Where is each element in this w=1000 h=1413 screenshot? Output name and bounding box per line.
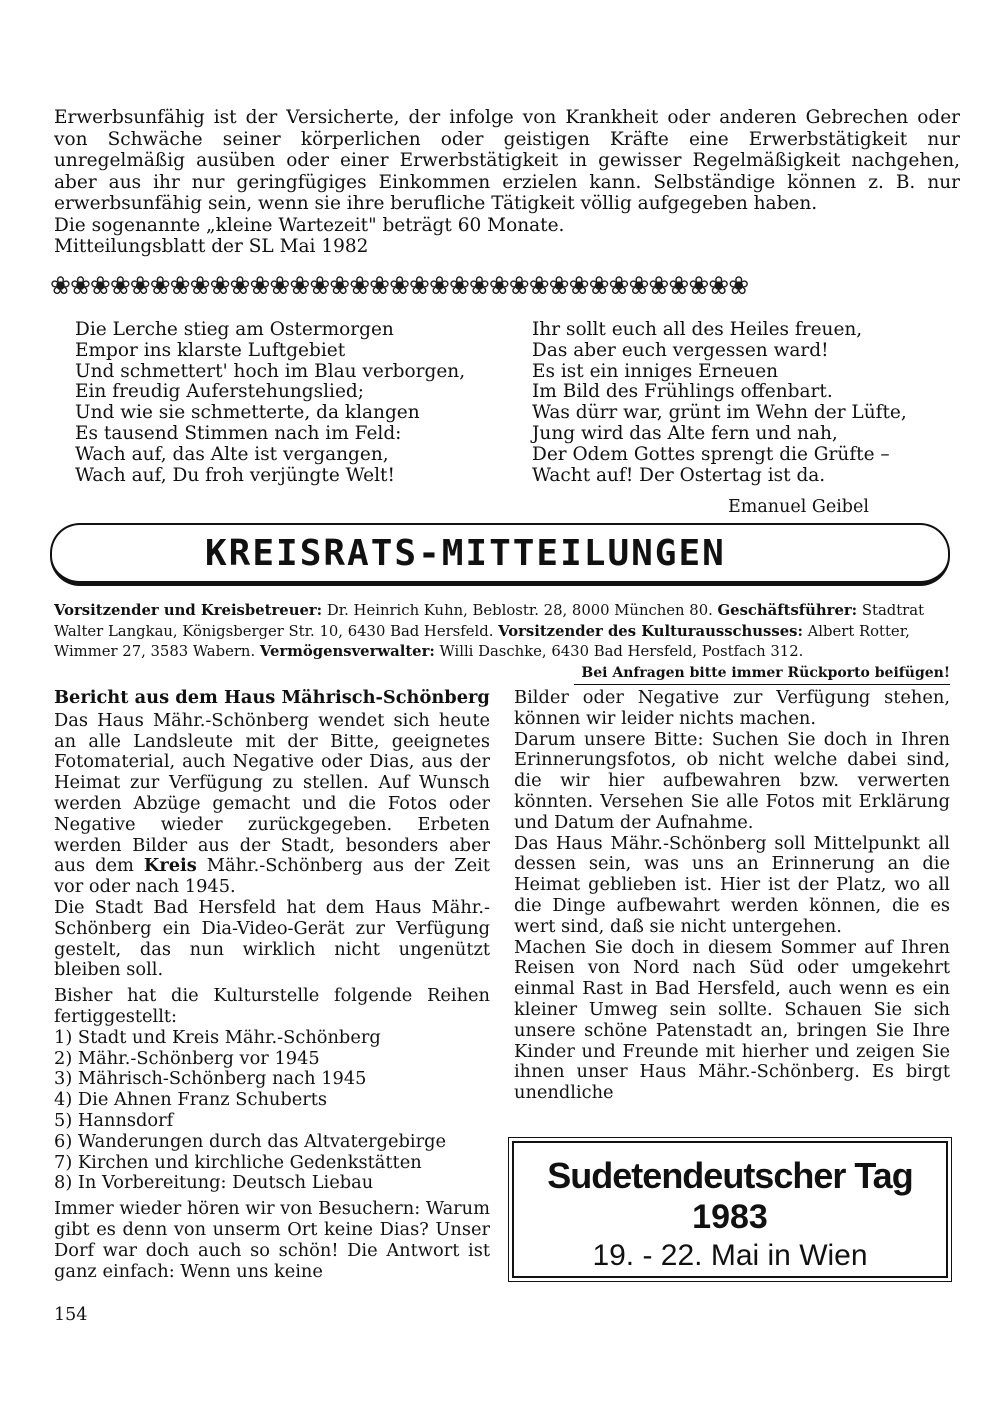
event-title: Sudetendeutscher Tag <box>547 1155 913 1196</box>
officers-block <box>54 601 950 685</box>
poem-line: Es ist ein inniges Erneuen <box>532 360 779 382</box>
poem-line: Im Bild des Frühlings offenbart. <box>532 381 833 403</box>
list-item: 7) Kirchen und kirchliche Gedenkstätten <box>54 1151 422 1173</box>
poem-line: Empor ins klarste Luftgebiet <box>75 339 346 361</box>
article-paragraph: Die Stadt Bad Hersfeld hat dem Haus Mähr.-Schönberg ein Dia-Video-Gerät zur Verfügung gestelt, das nun wirklich nicht ungenützt bleiben soll. <box>54 896 490 981</box>
flower-ornament-divider: ❀❀❀❀❀❀❀❀❀❀❀❀❀❀❀❀❀❀❀❀❀❀❀❀❀❀❀❀❀❀❀❀❀❀❀ <box>50 271 749 300</box>
source-line: Mitteilungsblatt der SL Mai 1982 <box>54 236 369 257</box>
article-heading: Bericht aus dem Haus Mährisch-Schönberg <box>54 687 490 708</box>
list-item: 2) Mähr.-Schönberg vor 1945 <box>54 1047 320 1069</box>
article-paragraph: Machen Sie doch in diesem Sommer auf Ihren Reisen von Nord nach Süd oder umgekehrt einmal Rast in Bad Hersfeld, auch wenn es ein kleiner Umweg sein sollte. Schauen Sie sich unsere schöne Patenstadt an, bringen Sie Ihre Kinder und Freunde mit hierher und zeigen Sie ihnen unser Haus Mähr.-Schönberg. Es birgt unendliche <box>514 936 950 1104</box>
assets-label: Vermögensverwalter: <box>259 643 435 660</box>
officers-text <box>54 601 950 663</box>
text-run: Das Haus Mähr.-Schönberg wendet sich heute an alle Landsleute mit der Bitte, geeignetes Fotomaterial, auch Negative oder Dias, aus der Heimat zur Verfügung zu stellen. Auf Wunsch werden Abzüge gemacht und die Fotos oder Negative wieder zurückgegeben. Erbeten werden Bilder aus der Stadt, besonders aber aus dem <box>54 709 490 877</box>
list-item: 4) Die Ahnen Franz Schuberts <box>54 1089 328 1111</box>
poem-line: Was dürr war, grünt im Wehn der Lüfte, <box>532 402 907 424</box>
banner-title: KREISRATS-MITTEILUNGEN <box>205 533 726 574</box>
event-year: 1983 <box>692 1198 768 1236</box>
section-banner <box>50 523 950 587</box>
list-item: 8) In Vorbereitung: Deutsch Liebau <box>54 1172 374 1194</box>
poem-stanza-right <box>532 320 907 486</box>
manager-value: Stadtrat Walter Langkau, Königsberger Str. 10, 6430 Bad Hersfeld. <box>54 602 925 640</box>
poem-line: Es tausend Stimmen nach im Feld: <box>75 422 402 444</box>
poem-line: Und wie sie schmetterte, da klangen <box>75 402 420 424</box>
article-paragraph: Bilder oder Negative zur Verfügung stehen, können wir leider nichts machen. <box>514 687 950 729</box>
manager-label: Geschäftsführer: <box>717 602 858 619</box>
waiting-time-line: Die sogenannte „kleine Wartezeit" beträgt 60 Monate. <box>54 214 565 236</box>
article-paragraph: Immer wieder hören wir von Besuchern: Warum gibt es denn von unserm Ort keine Dias? Unser Dorf war doch auch so schön! Die Antwort ist ganz einfach: Wenn uns keine <box>54 1198 490 1282</box>
poem-line: Ihr sollt euch all des Heiles freuen, <box>532 319 863 340</box>
chair-label: Vorsitzender und Kreisbetreuer: <box>54 602 323 619</box>
culture-label: Vorsitzender des Kulturausschusses: <box>498 622 803 640</box>
list-item: 6) Wanderungen durch das Altvatergebirge <box>54 1130 447 1152</box>
article-column-left <box>54 688 490 1282</box>
poem-line: Und schmettert' hoch im Blau verborgen, <box>75 360 466 382</box>
event-date: 19. - 22. Mai in Wien <box>592 1239 868 1272</box>
page-number: 154 <box>54 1305 88 1325</box>
poem-stanza-left <box>75 320 465 486</box>
text-run: Mähr.-Schönberg aus der Zeit vor oder nach 1945. <box>54 855 491 898</box>
article-paragraph: Das Haus Mähr.-Schönberg soll Mittelpunkt all dessen sein, was uns an Erinnerung an die Heimat geblieben ist. Hier ist der Platz, wo all die Dinge aufbewahrt werden können, die es wert sind, daß sie nicht untergehen. <box>514 832 950 937</box>
list-item: 1) Stadt und Kreis Mähr.-Schönberg <box>54 1026 381 1048</box>
series-list <box>54 1028 490 1194</box>
event-announcement-box <box>512 1141 948 1278</box>
list-item: 5) Hannsdorf <box>54 1109 174 1131</box>
assets-value: Willi Daschke, 6430 Bad Hersfeld, Postfach 312. <box>434 643 804 660</box>
article-paragraph: Bisher hat die Kulturstelle folgende Reihen fertiggestellt: <box>54 985 490 1027</box>
poem-author: Emanuel Geibel <box>728 497 869 517</box>
postage-note: Bei Anfragen bitte immer Rückporto beifügen! <box>574 663 950 686</box>
poem-line: Wacht auf! Der Ostertag ist da. <box>532 464 826 486</box>
emphasis-kreis: Kreis <box>143 855 197 877</box>
intro-paragraph: Erwerbsunfähig ist der Versicherte, der infolge von Krankheit oder anderen Gebrechen oder von Schwäche seiner körperlichen oder geistigen Kräfte eine Erwerbstätigkeit nur unregelmäßig ausüben oder einer Erwerbstätigkeit in gewisser Regelmäßigkeit nachgehen, aber aus ihr nur geringfügiges Einkommen erzielen kann. Selbständige können z. B. nur erwerbsunfähig sein, wenn sie ihre berufliche Tätigkeit völlig aufgegeben haben. <box>54 107 960 214</box>
poem-line: Der Odem Gottes sprengt die Grüfte – <box>532 443 890 465</box>
list-item: 3) Mährisch-Schönberg nach 1945 <box>54 1068 367 1090</box>
poem-line: Ein freudig Auferstehungslied; <box>75 381 364 403</box>
poem-line: Jung wird das Alte fern und nah, <box>532 422 838 444</box>
intro-section <box>54 107 960 258</box>
poem-line: Das aber euch vergessen ward! <box>532 339 829 361</box>
culture-value: Albert Rotter, Wimmer 27, 3583 Wabern. <box>54 622 910 660</box>
poem-line: Die Lerche stieg am Ostermorgen <box>75 319 394 340</box>
poem-line: Wach auf, das Alte ist vergangen, <box>75 443 389 465</box>
article-paragraph: Darum unsere Bitte: Suchen Sie doch in Ihren Erinnerungsfotos, ob nicht welche dabei sind, die wir hier aufbewahren bzw. verwerten könnten. Versehen Sie alle Fotos mit Erklärung und Datum der Aufnahme. <box>514 728 950 833</box>
article-column-right <box>514 688 950 1104</box>
article-paragraph <box>54 711 490 898</box>
poem-line: Wach auf, Du froh verjüngte Welt! <box>75 464 395 486</box>
chair-value: Dr. Heinrich Kuhn, Beblostr. 28, 8000 München 80. <box>322 602 718 619</box>
